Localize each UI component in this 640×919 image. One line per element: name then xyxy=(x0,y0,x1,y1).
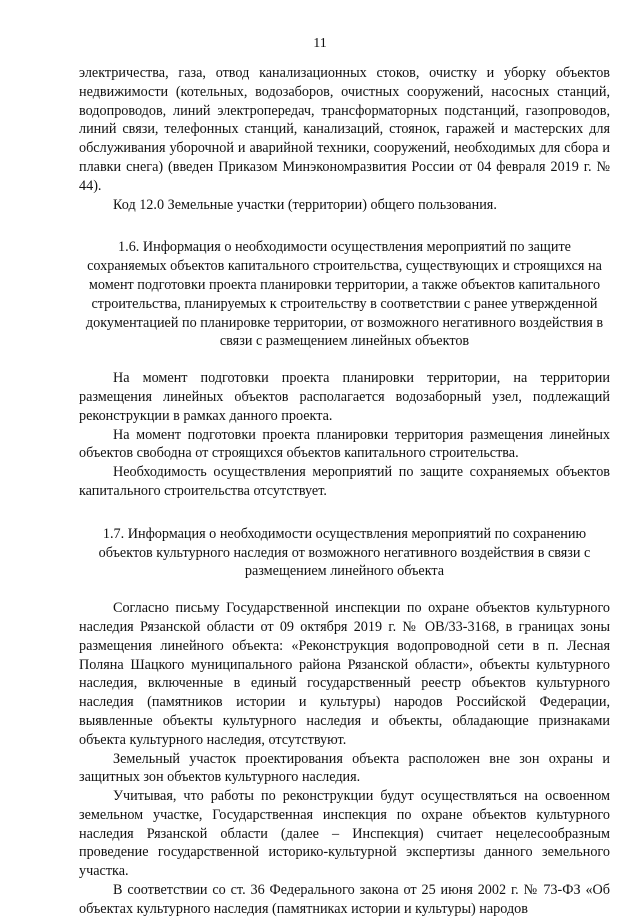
section-heading-1-7: 1.7. Информация о необходимости осуществления мероприятий по сохранению объектов культурного наследия от возможного негативного воздействия в связи с размещением линейного объекта xyxy=(98,525,591,580)
paragraph: Согласно письму Государственной инспекции по охране объектов культурного наследия Рязанской области от 09 октября 2019 г. № ОВ/33-3168, в границах зоны размещения линейного объекта: «Реконструкция водопроводной сети в п. Лесная Поляна Шацкого муниципального района Рязанской области», объекты культурного наследия, включенные в единый государственный реестр объектов культурного наследия (памятников истории и культуры) народов Российской Федерации, выявленные объекты культурного наследия и объекты, обладающие признаками объекта культурного наследия, отсутствуют. xyxy=(79,600,610,748)
paragraph: Необходимость осуществления мероприятий по защите сохраняемых объектов капитального строительства отсутствует. xyxy=(79,464,610,499)
document-body xyxy=(79,64,610,919)
section-heading-1-6: 1.6. Информация о необходимости осуществления мероприятий по защите сохраняемых объектов капитального строительства, существующих и строящихся на момент подготовки проекта планировки территории, а также объектов капитального строительства, планируемых к строительству в соответствии с ранее утвержденной документацией по планировке территории, от возможного негативного воздействия в связи с размещением линейных объектов xyxy=(85,239,604,350)
paragraph: Учитывая, что работы по реконструкции будут осуществляться на освоенном земельном участке, Государственная инспекция по охране объектов культурного наследия Рязанской области (далее – Инспекция) считает нецелесообразным проведение государственной историко-культурной экспертизы данного земельного участка. xyxy=(79,788,610,880)
paragraph: В соответствии со ст. 36 Федерального закона от 25 июня 2002 г. № 73-ФЗ «Об объектах культурного наследия (памятниках истории и культуры) народов xyxy=(79,882,610,917)
paragraph: Земельный участок проектирования объекта расположен вне зон охраны и защитных зон объектов культурного наследия. xyxy=(79,750,610,786)
paragraph-intro: электричества, газа, отвод канализационных стоков, очистку и уборку объектов недвижимости (котельных, водозаборов, очистных сооружений, насосных станций, водопроводов, линий электропередач, трансформаторных подстанций, газопроводов, линий связи, телефонных станций, канализаций, стоянок, гаражей и мастерских для обслуживания уборочной и аварийной техники, сооружений, необходимых для сбора и плавки снега) (введен Приказом Минэкономразвития России от 04 февраля 2019 г. № 44). xyxy=(79,65,610,194)
paragraph-code: Код 12.0 Земельные участки (территории) общего пользования. xyxy=(113,196,497,213)
paragraph: На момент подготовки проекта планировки территории, на территории размещения линейных объектов располагается водозаборный узел, подлежащий реконструкции в рамках данного проекта. xyxy=(79,370,610,424)
paragraph: На момент подготовки проекта планировки территория размещения линейных объектов свободна от строящихся объектов капитального строительства. xyxy=(79,426,610,462)
page-number: 11 xyxy=(313,36,327,51)
